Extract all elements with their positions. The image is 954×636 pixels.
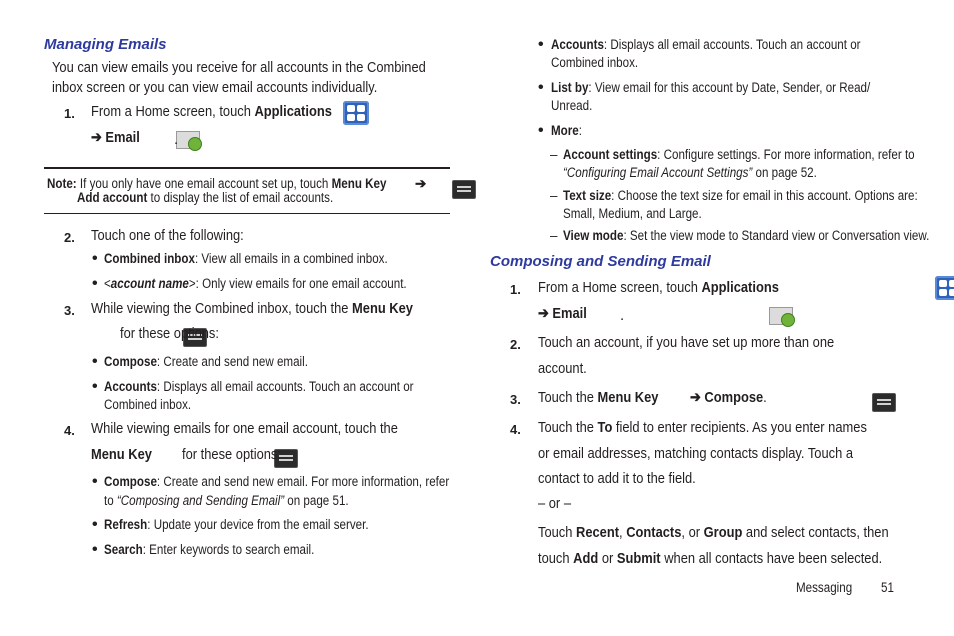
bullet-search: Search: Enter keywords to search email. xyxy=(104,542,315,557)
menu-key-icon xyxy=(872,393,896,412)
bullet-dot: • xyxy=(92,541,98,558)
applications-icon xyxy=(343,101,369,125)
compose-step-2-line-2: account. xyxy=(538,360,587,377)
note-top-rule xyxy=(44,167,450,169)
step-4-line-2: for these options: xyxy=(182,446,281,463)
bullet-dot: • xyxy=(538,36,544,53)
intro-line-1: You can view emails you receive for all accounts in the Combined xyxy=(52,59,426,76)
bullet-refresh: Refresh: Update your device from the email server. xyxy=(104,517,369,532)
email-icon xyxy=(769,305,795,327)
step-number: 4. xyxy=(64,423,75,438)
sub-text-size-line-2: Small, Medium, and Large. xyxy=(563,206,702,221)
bullet-dot: • xyxy=(92,516,98,533)
bullet-dot: • xyxy=(538,122,544,139)
step-number: 4. xyxy=(510,422,521,437)
step-3-line-2: for these options: xyxy=(120,325,219,342)
period: . xyxy=(620,307,625,324)
sub-account-settings: Account settings: Configure settings. For more information, refer to xyxy=(563,147,915,162)
or-separator: – or – xyxy=(538,495,571,512)
step-4-line-1: While viewing emails for one email account, touch the xyxy=(91,420,398,437)
bullet-dot: • xyxy=(92,473,98,490)
email-icon xyxy=(176,129,202,151)
sub-account-settings-line-2: “Configuring Email Account Settings” on page 52. xyxy=(563,165,817,180)
dash: – xyxy=(550,188,558,203)
compose-step-1-line-1: From a Home screen, touch Applications xyxy=(538,279,779,296)
sub-text-size: Text size: Choose the text size for email in this account. Options are: xyxy=(563,188,918,203)
bullet-dot: • xyxy=(92,378,98,395)
step-number: 1. xyxy=(510,282,521,297)
dash: – xyxy=(550,147,558,162)
bullet-dot: • xyxy=(92,250,98,267)
bullet-accounts-right: Accounts: Displays all email accounts. Touch an account or xyxy=(551,37,861,52)
step-number: 1. xyxy=(64,106,75,121)
compose-step-4-line-1: Touch the To field to enter recipients. As you enter names xyxy=(538,419,867,436)
intro-line-2: inbox screen or you can view email accounts individually. xyxy=(52,79,378,96)
bullet-list-by: List by: View email for this account by Date, Sender, or Read/ xyxy=(551,80,871,95)
step-number: 3. xyxy=(510,392,521,407)
bullet-compose: Compose: Create and send new email. xyxy=(104,354,308,369)
applications-icon xyxy=(935,276,954,300)
touch-line-2: touch Add or Submit when all contacts have been selected. xyxy=(538,550,883,567)
bullet-combined-inbox: Combined inbox: View all emails in a combined inbox. xyxy=(104,251,388,266)
note-line-2: Add account to display the list of email accounts. xyxy=(77,190,334,205)
dash: – xyxy=(550,228,558,243)
period: . xyxy=(174,131,179,148)
compose-step-2-line-1: Touch an account, if you have set up more than one xyxy=(538,334,835,351)
sub-view-mode: View mode: Set the view mode to Standard view or Conversation view. xyxy=(563,228,930,243)
note-arrow: ➔ xyxy=(415,176,427,191)
step-1-line-2: ➔ Email xyxy=(91,129,140,146)
bullet-accounts-line-2: Combined inbox. xyxy=(104,397,192,412)
footer-section: Messaging xyxy=(796,580,853,595)
step-4-menu-key: Menu Key xyxy=(91,446,152,463)
compose-step-4-line-3: contact to add it to the field. xyxy=(538,470,696,487)
step-3-line-1: While viewing the Combined inbox, touch the Menu Key xyxy=(91,300,413,317)
touch-line-1: Touch Recent, Contacts, or Group and select contacts, then xyxy=(538,524,889,541)
step-number: 3. xyxy=(64,303,75,318)
section-heading-managing-emails: Managing Emails xyxy=(44,36,167,53)
bullet-dot: • xyxy=(538,79,544,96)
step-2-text: Touch one of the following: xyxy=(91,227,244,244)
compose-step-3-part-2: ➔ Compose. xyxy=(690,389,767,406)
footer-page-number: 51 xyxy=(881,580,894,595)
bullet-account-name: <account name>: Only view emails for one email account. xyxy=(104,276,407,291)
bullet-dot: • xyxy=(92,275,98,292)
compose-step-4-line-2: or email addresses, matching contacts display. Touch a xyxy=(538,445,854,462)
note-bottom-rule xyxy=(44,213,450,214)
bullet-accounts-right-line-2: Combined inbox. xyxy=(551,55,639,70)
bullet-compose-2-line-2: to “Composing and Sending Email” on page 51. xyxy=(104,493,349,508)
bullet-dot: • xyxy=(92,353,98,370)
compose-step-1-line-2: ➔ Email xyxy=(538,305,587,322)
section-heading-composing: Composing and Sending Email xyxy=(490,253,711,270)
bullet-list-by-line-2: Unread. xyxy=(551,98,593,113)
step-number: 2. xyxy=(64,230,75,245)
bullet-more: More: xyxy=(551,123,582,138)
compose-step-3: Touch the Menu Key xyxy=(538,389,659,406)
step-1-line-1: From a Home screen, touch Applications xyxy=(91,103,332,120)
bullet-accounts: Accounts: Displays all email accounts. Touch an account or xyxy=(104,379,414,394)
bullet-compose-2: Compose: Create and send new email. For more information, refer xyxy=(104,474,450,489)
note-line-1: Note: If you only have one email account set up, touch Menu Key xyxy=(47,176,387,191)
menu-key-icon xyxy=(452,180,476,199)
step-number: 2. xyxy=(510,337,521,352)
